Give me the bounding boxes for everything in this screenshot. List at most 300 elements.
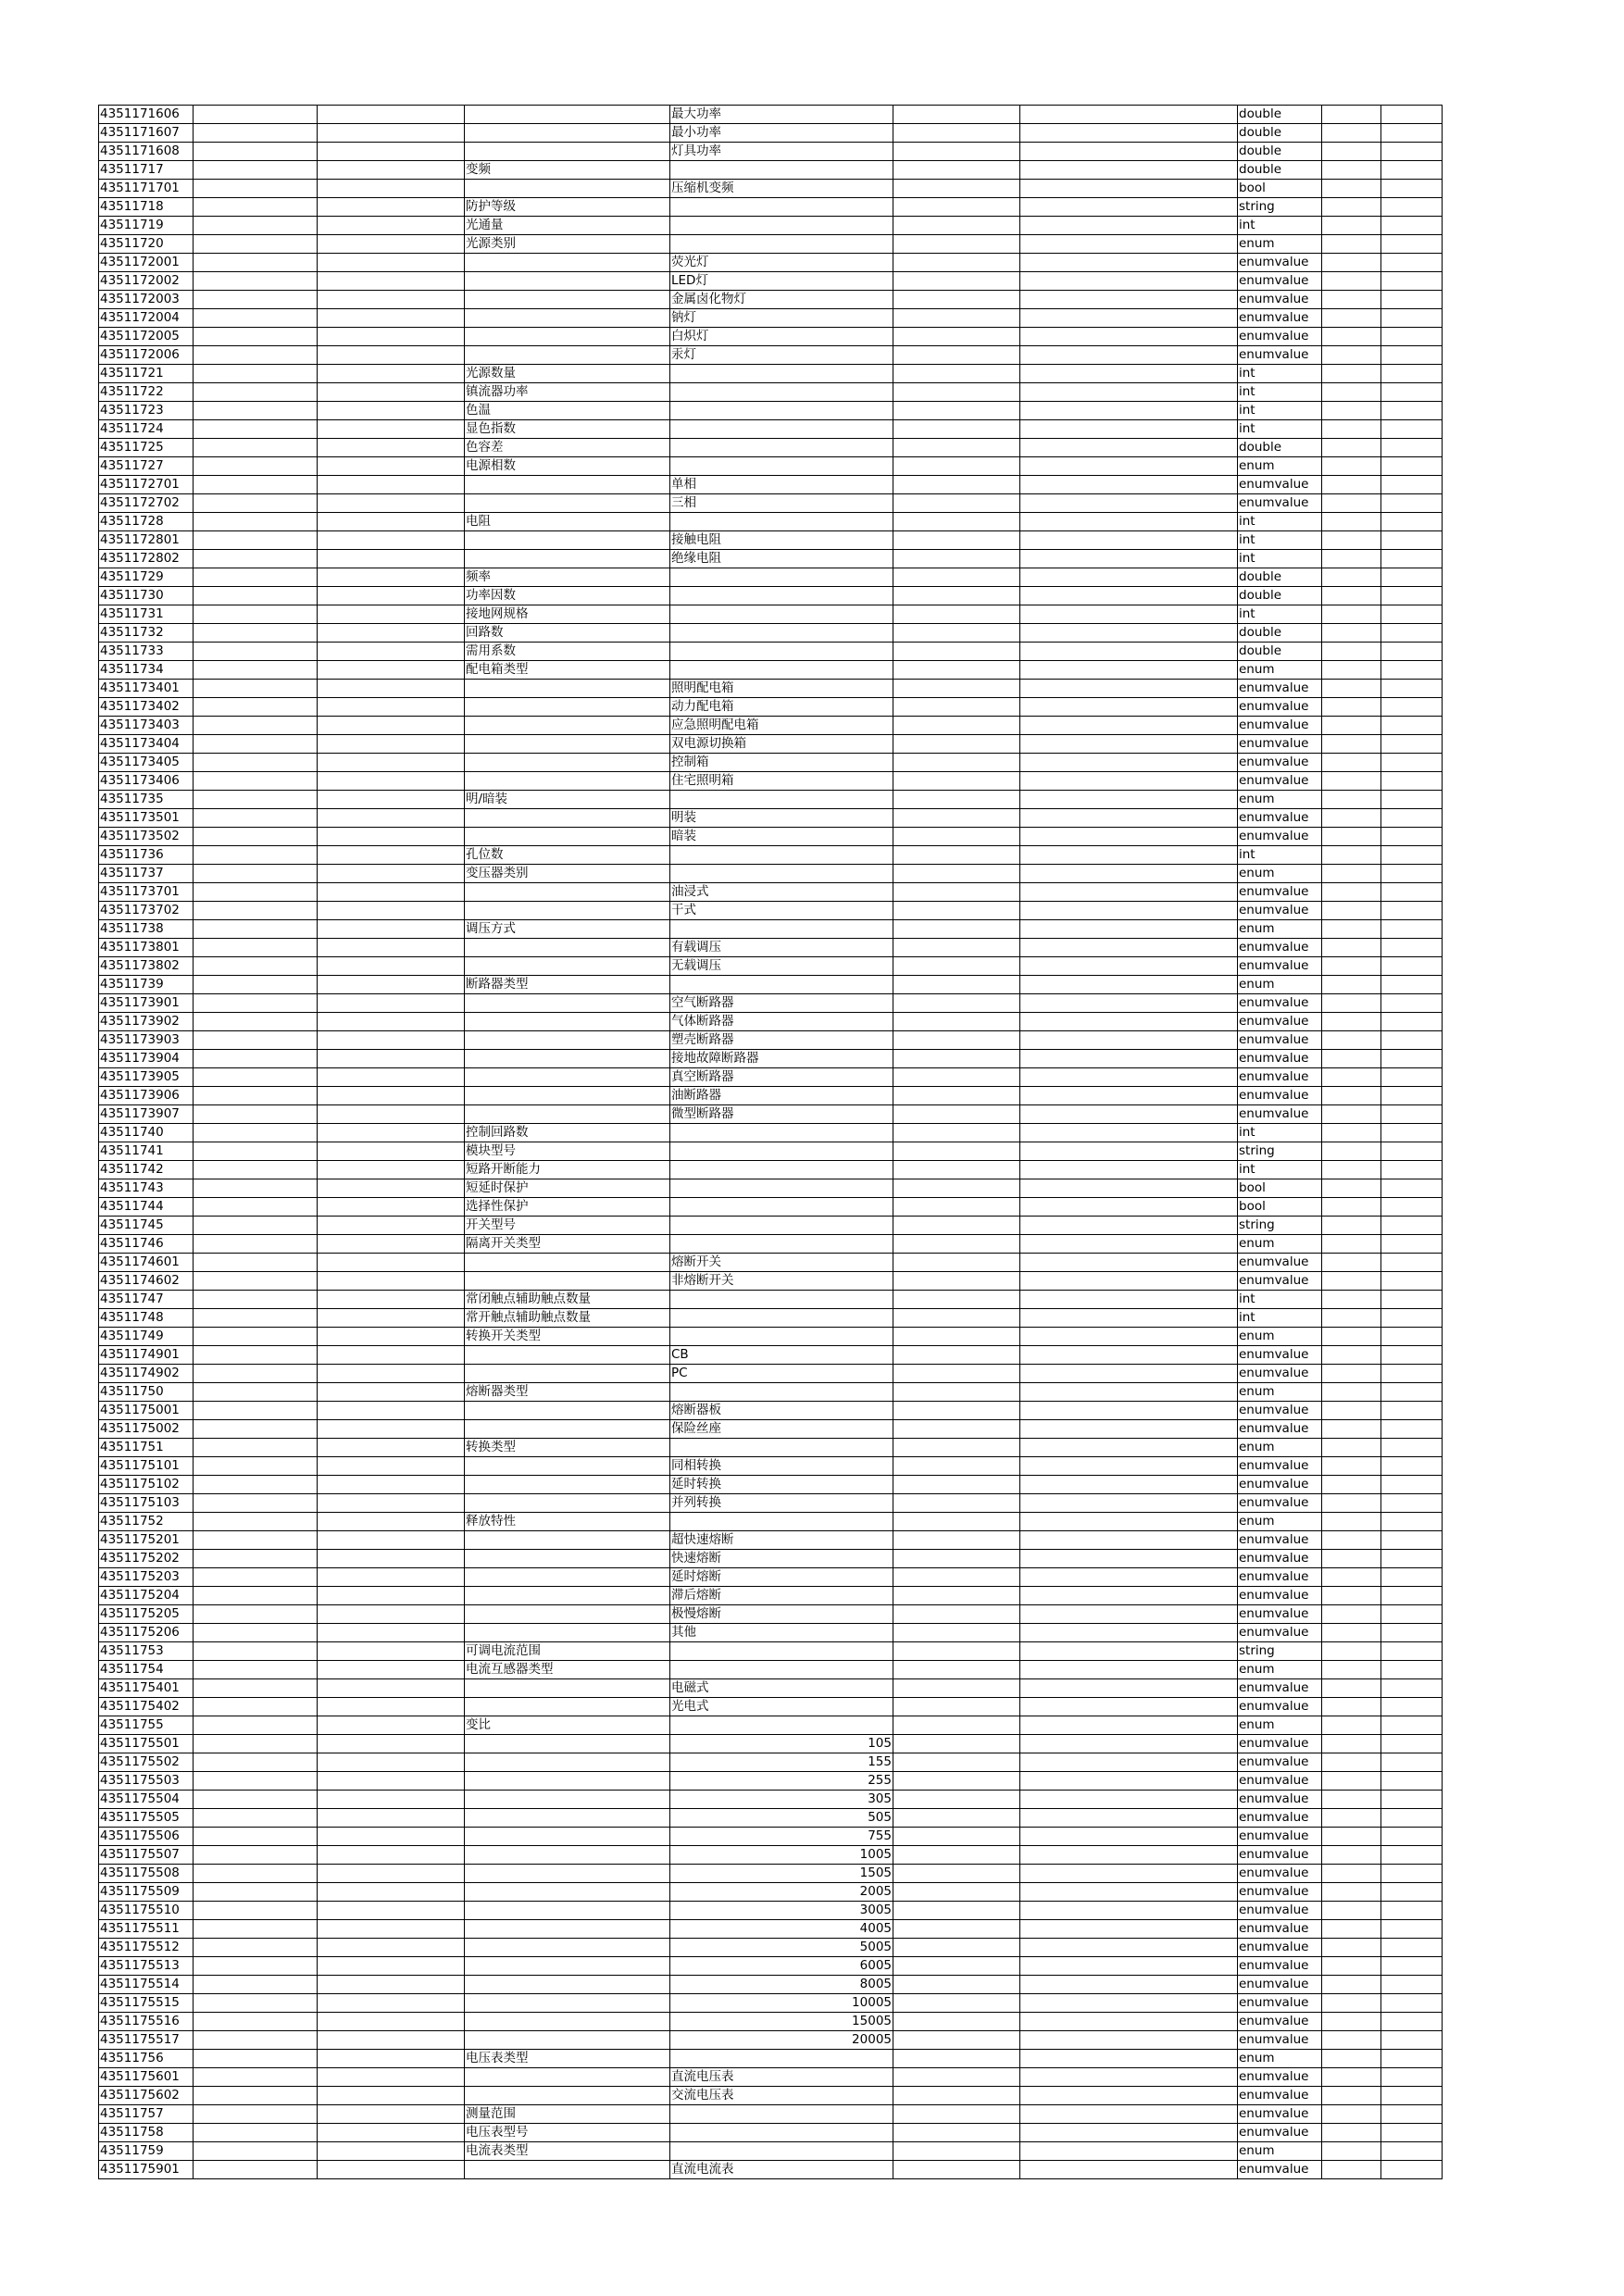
cell-c10[interactable] (1381, 328, 1443, 346)
cell-c6[interactable] (893, 1217, 1020, 1235)
cell-attribute[interactable]: 变压器类别 (465, 865, 670, 883)
cell-value[interactable]: 应急照明配电箱 (670, 717, 893, 735)
cell-c6[interactable] (893, 1902, 1020, 1920)
cell-c3[interactable] (318, 661, 465, 680)
cell-c6[interactable] (893, 994, 1020, 1013)
cell-attribute[interactable]: 电压表型号 (465, 2124, 670, 2142)
cell-code[interactable]: 4351175402 (99, 1698, 194, 1716)
cell-value[interactable]: 并列转换 (670, 1494, 893, 1513)
cell-value[interactable] (670, 846, 893, 865)
cell-code[interactable]: 4351173501 (99, 809, 194, 828)
cell-code[interactable]: 43511744 (99, 1198, 194, 1217)
cell-c9[interactable] (1322, 1179, 1381, 1198)
cell-c6[interactable] (893, 2068, 1020, 2087)
cell-c9[interactable] (1322, 1309, 1381, 1328)
cell-c10[interactable] (1381, 1624, 1443, 1642)
cell-code[interactable]: 43511727 (99, 457, 194, 476)
cell-c7[interactable] (1020, 365, 1238, 383)
cell-c2[interactable] (194, 1105, 318, 1124)
cell-c9[interactable] (1322, 1587, 1381, 1605)
cell-c7[interactable] (1020, 680, 1238, 698)
cell-value[interactable]: 照明配电箱 (670, 680, 893, 698)
cell-attribute[interactable]: 镇流器功率 (465, 383, 670, 402)
cell-type[interactable]: enum (1238, 2050, 1322, 2068)
cell-type[interactable]: enumvalue (1238, 254, 1322, 272)
cell-c7[interactable] (1020, 1068, 1238, 1087)
cell-c9[interactable] (1322, 457, 1381, 476)
cell-c7[interactable] (1020, 754, 1238, 772)
cell-c10[interactable] (1381, 828, 1443, 846)
cell-c3[interactable] (318, 2161, 465, 2179)
cell-c7[interactable] (1020, 272, 1238, 291)
cell-value[interactable]: 1505 (670, 1865, 893, 1883)
cell-c7[interactable] (1020, 1698, 1238, 1716)
cell-c3[interactable] (318, 420, 465, 439)
cell-type[interactable]: enumvalue (1238, 1031, 1322, 1050)
cell-c7[interactable] (1020, 1828, 1238, 1846)
cell-type[interactable]: enumvalue (1238, 1809, 1322, 1828)
cell-c3[interactable] (318, 1309, 465, 1328)
cell-value[interactable] (670, 1179, 893, 1198)
cell-c9[interactable] (1322, 550, 1381, 568)
cell-c7[interactable] (1020, 994, 1238, 1013)
cell-attribute[interactable]: 调压方式 (465, 920, 670, 939)
cell-code[interactable]: 4351175516 (99, 2013, 194, 2031)
cell-type[interactable]: enumvalue (1238, 735, 1322, 754)
cell-c10[interactable] (1381, 1087, 1443, 1105)
cell-code[interactable]: 43511731 (99, 605, 194, 624)
cell-c9[interactable] (1322, 2031, 1381, 2050)
cell-c10[interactable] (1381, 587, 1443, 605)
cell-c3[interactable] (318, 1865, 465, 1883)
cell-c9[interactable] (1322, 1254, 1381, 1272)
cell-value[interactable]: 其他 (670, 1624, 893, 1642)
cell-c2[interactable] (194, 1902, 318, 1920)
cell-c6[interactable] (893, 1513, 1020, 1531)
cell-value[interactable]: 155 (670, 1753, 893, 1772)
cell-attribute[interactable] (465, 106, 670, 124)
cell-c7[interactable] (1020, 2050, 1238, 2068)
cell-c3[interactable] (318, 624, 465, 643)
cell-c7[interactable] (1020, 1661, 1238, 1679)
cell-type[interactable]: int (1238, 383, 1322, 402)
cell-c9[interactable] (1322, 698, 1381, 717)
cell-c3[interactable] (318, 605, 465, 624)
cell-c3[interactable] (318, 939, 465, 957)
cell-c3[interactable] (318, 1994, 465, 2013)
cell-type[interactable]: enumvalue (1238, 939, 1322, 957)
cell-type[interactable]: enumvalue (1238, 2068, 1322, 2087)
cell-type[interactable]: enumvalue (1238, 1828, 1322, 1846)
cell-c9[interactable] (1322, 1513, 1381, 1531)
cell-attribute[interactable] (465, 476, 670, 494)
cell-c7[interactable] (1020, 1142, 1238, 1161)
cell-type[interactable]: enumvalue (1238, 680, 1322, 698)
cell-code[interactable]: 4351175514 (99, 1976, 194, 1994)
cell-value[interactable]: 控制箱 (670, 754, 893, 772)
cell-code[interactable]: 4351175201 (99, 1531, 194, 1550)
cell-value[interactable] (670, 198, 893, 217)
cell-c2[interactable] (194, 1939, 318, 1957)
cell-value[interactable]: 汞灯 (670, 346, 893, 365)
cell-code[interactable]: 4351171701 (99, 180, 194, 198)
cell-c6[interactable] (893, 402, 1020, 420)
cell-c9[interactable] (1322, 1976, 1381, 1994)
cell-c9[interactable] (1322, 1920, 1381, 1939)
cell-c2[interactable] (194, 920, 318, 939)
cell-attribute[interactable]: 变频 (465, 161, 670, 180)
cell-c9[interactable] (1322, 1050, 1381, 1068)
cell-c7[interactable] (1020, 976, 1238, 994)
cell-c3[interactable] (318, 1513, 465, 1531)
cell-c3[interactable] (318, 439, 465, 457)
cell-c7[interactable] (1020, 2068, 1238, 2087)
cell-value[interactable]: 压缩机变频 (670, 180, 893, 198)
cell-c10[interactable] (1381, 1198, 1443, 1217)
cell-c3[interactable] (318, 1179, 465, 1198)
cell-c2[interactable] (194, 883, 318, 902)
cell-c6[interactable] (893, 2050, 1020, 2068)
cell-c10[interactable] (1381, 494, 1443, 513)
cell-attribute[interactable]: 光通量 (465, 217, 670, 235)
cell-c10[interactable] (1381, 2105, 1443, 2124)
cell-c3[interactable] (318, 1735, 465, 1753)
cell-c7[interactable] (1020, 661, 1238, 680)
cell-c6[interactable] (893, 1846, 1020, 1865)
cell-c3[interactable] (318, 494, 465, 513)
cell-c3[interactable] (318, 161, 465, 180)
cell-code[interactable]: 43511721 (99, 365, 194, 383)
cell-type[interactable]: enum (1238, 457, 1322, 476)
cell-type[interactable]: double (1238, 568, 1322, 587)
cell-type[interactable]: string (1238, 1142, 1322, 1161)
cell-c3[interactable] (318, 402, 465, 420)
cell-c10[interactable] (1381, 1550, 1443, 1568)
cell-value[interactable]: 单相 (670, 476, 893, 494)
cell-c7[interactable] (1020, 2087, 1238, 2105)
cell-c9[interactable] (1322, 1791, 1381, 1809)
cell-c3[interactable] (318, 328, 465, 346)
cell-c6[interactable] (893, 1939, 1020, 1957)
cell-c10[interactable] (1381, 235, 1443, 254)
cell-c7[interactable] (1020, 1198, 1238, 1217)
cell-type[interactable]: int (1238, 550, 1322, 568)
cell-c9[interactable] (1322, 1087, 1381, 1105)
cell-c10[interactable] (1381, 476, 1443, 494)
cell-type[interactable]: enumvalue (1238, 1883, 1322, 1902)
cell-c10[interactable] (1381, 1365, 1443, 1383)
cell-c3[interactable] (318, 717, 465, 735)
cell-attribute[interactable]: 可调电流范围 (465, 1642, 670, 1661)
cell-c3[interactable] (318, 698, 465, 717)
cell-value[interactable]: 20005 (670, 2031, 893, 2050)
cell-c2[interactable] (194, 1531, 318, 1550)
cell-c2[interactable] (194, 717, 318, 735)
cell-code[interactable]: 4351172702 (99, 494, 194, 513)
cell-attribute[interactable]: 显色指数 (465, 420, 670, 439)
cell-c10[interactable] (1381, 568, 1443, 587)
cell-c6[interactable] (893, 661, 1020, 680)
cell-attribute[interactable] (465, 1920, 670, 1939)
cell-c7[interactable] (1020, 180, 1238, 198)
cell-c7[interactable] (1020, 735, 1238, 754)
cell-type[interactable]: enumvalue (1238, 1994, 1322, 2013)
cell-c7[interactable] (1020, 420, 1238, 439)
cell-c6[interactable] (893, 1439, 1020, 1457)
cell-c10[interactable] (1381, 1272, 1443, 1291)
cell-c10[interactable] (1381, 1068, 1443, 1087)
cell-c3[interactable] (318, 828, 465, 846)
cell-type[interactable]: enumvalue (1238, 1791, 1322, 1809)
cell-c9[interactable] (1322, 309, 1381, 328)
cell-attribute[interactable] (465, 957, 670, 976)
cell-c3[interactable] (318, 235, 465, 254)
cell-code[interactable]: 43511723 (99, 402, 194, 420)
cell-type[interactable]: enum (1238, 1328, 1322, 1346)
cell-c6[interactable] (893, 180, 1020, 198)
cell-value[interactable]: 直流电压表 (670, 2068, 893, 2087)
cell-type[interactable]: enumvalue (1238, 1679, 1322, 1698)
cell-c7[interactable] (1020, 1753, 1238, 1772)
cell-attribute[interactable]: 转换类型 (465, 1439, 670, 1457)
cell-c3[interactable] (318, 2087, 465, 2105)
cell-c10[interactable] (1381, 2142, 1443, 2161)
cell-c9[interactable] (1322, 624, 1381, 643)
cell-c9[interactable] (1322, 180, 1381, 198)
cell-value[interactable] (670, 402, 893, 420)
cell-c10[interactable] (1381, 180, 1443, 198)
cell-c2[interactable] (194, 1735, 318, 1753)
cell-c3[interactable] (318, 1346, 465, 1365)
cell-code[interactable]: 4351175502 (99, 1753, 194, 1772)
cell-c9[interactable] (1322, 1031, 1381, 1050)
cell-value[interactable]: 8005 (670, 1976, 893, 1994)
cell-c2[interactable] (194, 1179, 318, 1198)
cell-c2[interactable] (194, 124, 318, 143)
cell-code[interactable]: 4351175601 (99, 2068, 194, 2087)
cell-c6[interactable] (893, 624, 1020, 643)
cell-code[interactable]: 4351175001 (99, 1402, 194, 1420)
cell-value[interactable] (670, 1309, 893, 1328)
cell-c9[interactable] (1322, 828, 1381, 846)
cell-code[interactable]: 4351173502 (99, 828, 194, 846)
cell-c6[interactable] (893, 124, 1020, 143)
cell-type[interactable]: enum (1238, 1716, 1322, 1735)
cell-c3[interactable] (318, 2105, 465, 2124)
cell-c10[interactable] (1381, 1828, 1443, 1846)
cell-c6[interactable] (893, 1309, 1020, 1328)
cell-c7[interactable] (1020, 1328, 1238, 1346)
cell-attribute[interactable]: 色温 (465, 402, 670, 420)
cell-attribute[interactable] (465, 1050, 670, 1068)
cell-attribute[interactable]: 常开触点辅助触点数量 (465, 1309, 670, 1328)
cell-type[interactable]: enum (1238, 1383, 1322, 1402)
cell-attribute[interactable] (465, 2031, 670, 2050)
cell-value[interactable]: 5005 (670, 1939, 893, 1957)
cell-c2[interactable] (194, 1013, 318, 1031)
cell-c2[interactable] (194, 2142, 318, 2161)
cell-c6[interactable] (893, 772, 1020, 791)
cell-c10[interactable] (1381, 254, 1443, 272)
cell-attribute[interactable] (465, 1976, 670, 1994)
cell-c10[interactable] (1381, 457, 1443, 476)
cell-c3[interactable] (318, 198, 465, 217)
cell-code[interactable]: 43511722 (99, 383, 194, 402)
cell-value[interactable]: 干式 (670, 902, 893, 920)
cell-code[interactable]: 4351172002 (99, 272, 194, 291)
cell-c7[interactable] (1020, 1420, 1238, 1439)
cell-c2[interactable] (194, 865, 318, 883)
cell-code[interactable]: 4351175002 (99, 1420, 194, 1439)
cell-type[interactable]: enumvalue (1238, 1902, 1322, 1920)
cell-c2[interactable] (194, 2013, 318, 2031)
cell-attribute[interactable]: 配电箱类型 (465, 661, 670, 680)
cell-type[interactable]: double (1238, 143, 1322, 161)
cell-c3[interactable] (318, 957, 465, 976)
cell-c9[interactable] (1322, 846, 1381, 865)
cell-value[interactable] (670, 420, 893, 439)
cell-c10[interactable] (1381, 865, 1443, 883)
cell-c10[interactable] (1381, 402, 1443, 420)
cell-c10[interactable] (1381, 1753, 1443, 1772)
cell-c7[interactable] (1020, 828, 1238, 846)
cell-type[interactable]: enum (1238, 2142, 1322, 2161)
cell-c6[interactable] (893, 1661, 1020, 1679)
cell-c6[interactable] (893, 717, 1020, 735)
cell-code[interactable]: 43511751 (99, 1439, 194, 1457)
cell-c9[interactable] (1322, 402, 1381, 420)
cell-code[interactable]: 4351175202 (99, 1550, 194, 1568)
cell-attribute[interactable] (465, 309, 670, 328)
cell-attribute[interactable] (465, 1420, 670, 1439)
cell-attribute[interactable] (465, 550, 670, 568)
cell-c10[interactable] (1381, 420, 1443, 439)
cell-value[interactable]: 305 (670, 1791, 893, 1809)
cell-c3[interactable] (318, 1920, 465, 1939)
cell-c9[interactable] (1322, 1142, 1381, 1161)
cell-c10[interactable] (1381, 272, 1443, 291)
cell-type[interactable]: enumvalue (1238, 291, 1322, 309)
cell-c6[interactable] (893, 809, 1020, 828)
cell-value[interactable] (670, 365, 893, 383)
cell-value[interactable] (670, 2050, 893, 2068)
cell-attribute[interactable] (465, 1883, 670, 1902)
cell-c7[interactable] (1020, 1513, 1238, 1531)
cell-type[interactable]: double (1238, 161, 1322, 180)
cell-type[interactable]: enum (1238, 235, 1322, 254)
cell-c3[interactable] (318, 2031, 465, 2050)
cell-value[interactable]: 绝缘电阻 (670, 550, 893, 568)
cell-c6[interactable] (893, 365, 1020, 383)
cell-c2[interactable] (194, 328, 318, 346)
cell-c6[interactable] (893, 1235, 1020, 1254)
cell-attribute[interactable] (465, 883, 670, 902)
cell-type[interactable]: enumvalue (1238, 1735, 1322, 1753)
cell-code[interactable]: 4351172801 (99, 531, 194, 550)
cell-type[interactable]: enumvalue (1238, 272, 1322, 291)
cell-c2[interactable] (194, 1346, 318, 1365)
cell-c6[interactable] (893, 1716, 1020, 1735)
cell-c3[interactable] (318, 1661, 465, 1679)
cell-c3[interactable] (318, 457, 465, 476)
cell-type[interactable]: bool (1238, 1179, 1322, 1198)
cell-c10[interactable] (1381, 1513, 1443, 1531)
cell-c2[interactable] (194, 1976, 318, 1994)
cell-c7[interactable] (1020, 402, 1238, 420)
cell-c3[interactable] (318, 2142, 465, 2161)
cell-c9[interactable] (1322, 1476, 1381, 1494)
cell-c10[interactable] (1381, 1716, 1443, 1735)
cell-c2[interactable] (194, 161, 318, 180)
cell-attribute[interactable] (465, 1068, 670, 1087)
cell-code[interactable]: 4351175504 (99, 1791, 194, 1809)
cell-c7[interactable] (1020, 254, 1238, 272)
cell-c10[interactable] (1381, 1531, 1443, 1550)
cell-value[interactable]: 延时转换 (670, 1476, 893, 1494)
cell-c3[interactable] (318, 976, 465, 994)
cell-code[interactable]: 4351174602 (99, 1272, 194, 1291)
cell-code[interactable]: 4351175206 (99, 1624, 194, 1642)
cell-c6[interactable] (893, 1791, 1020, 1809)
cell-c6[interactable] (893, 346, 1020, 365)
cell-c6[interactable] (893, 198, 1020, 217)
cell-value[interactable]: 滞后熔断 (670, 1587, 893, 1605)
cell-type[interactable]: enumvalue (1238, 2013, 1322, 2031)
cell-type[interactable]: enumvalue (1238, 1272, 1322, 1291)
cell-value[interactable]: 极慢熔断 (670, 1605, 893, 1624)
cell-code[interactable]: 4351172006 (99, 346, 194, 365)
cell-attribute[interactable] (465, 1013, 670, 1031)
cell-c7[interactable] (1020, 2142, 1238, 2161)
cell-c6[interactable] (893, 476, 1020, 494)
cell-attribute[interactable] (465, 1698, 670, 1716)
cell-c10[interactable] (1381, 643, 1443, 661)
cell-c7[interactable] (1020, 161, 1238, 180)
cell-type[interactable]: enumvalue (1238, 957, 1322, 976)
cell-c2[interactable] (194, 1605, 318, 1624)
cell-attribute[interactable]: 电阻 (465, 513, 670, 531)
cell-c6[interactable] (893, 1642, 1020, 1661)
cell-c7[interactable] (1020, 1365, 1238, 1383)
cell-c10[interactable] (1381, 2087, 1443, 2105)
cell-c7[interactable] (1020, 217, 1238, 235)
cell-c9[interactable] (1322, 2068, 1381, 2087)
cell-c2[interactable] (194, 1846, 318, 1865)
cell-type[interactable]: int (1238, 217, 1322, 235)
cell-type[interactable]: enumvalue (1238, 2105, 1322, 2124)
cell-c6[interactable] (893, 1994, 1020, 2013)
cell-type[interactable]: enumvalue (1238, 1254, 1322, 1272)
cell-value[interactable] (670, 1716, 893, 1735)
cell-attribute[interactable]: 释放特性 (465, 1513, 670, 1531)
cell-c7[interactable] (1020, 1235, 1238, 1254)
cell-attribute[interactable] (465, 1346, 670, 1365)
cell-attribute[interactable] (465, 143, 670, 161)
cell-type[interactable]: enumvalue (1238, 902, 1322, 920)
cell-value[interactable]: 1005 (670, 1846, 893, 1865)
cell-c2[interactable] (194, 272, 318, 291)
cell-type[interactable]: enumvalue (1238, 1865, 1322, 1883)
cell-value[interactable] (670, 568, 893, 587)
cell-type[interactable]: enumvalue (1238, 1457, 1322, 1476)
cell-code[interactable]: 4351175602 (99, 2087, 194, 2105)
cell-c3[interactable] (318, 902, 465, 920)
cell-c6[interactable] (893, 1957, 1020, 1976)
cell-type[interactable]: enumvalue (1238, 1624, 1322, 1642)
cell-value[interactable] (670, 1235, 893, 1254)
cell-c3[interactable] (318, 531, 465, 550)
cell-c6[interactable] (893, 605, 1020, 624)
